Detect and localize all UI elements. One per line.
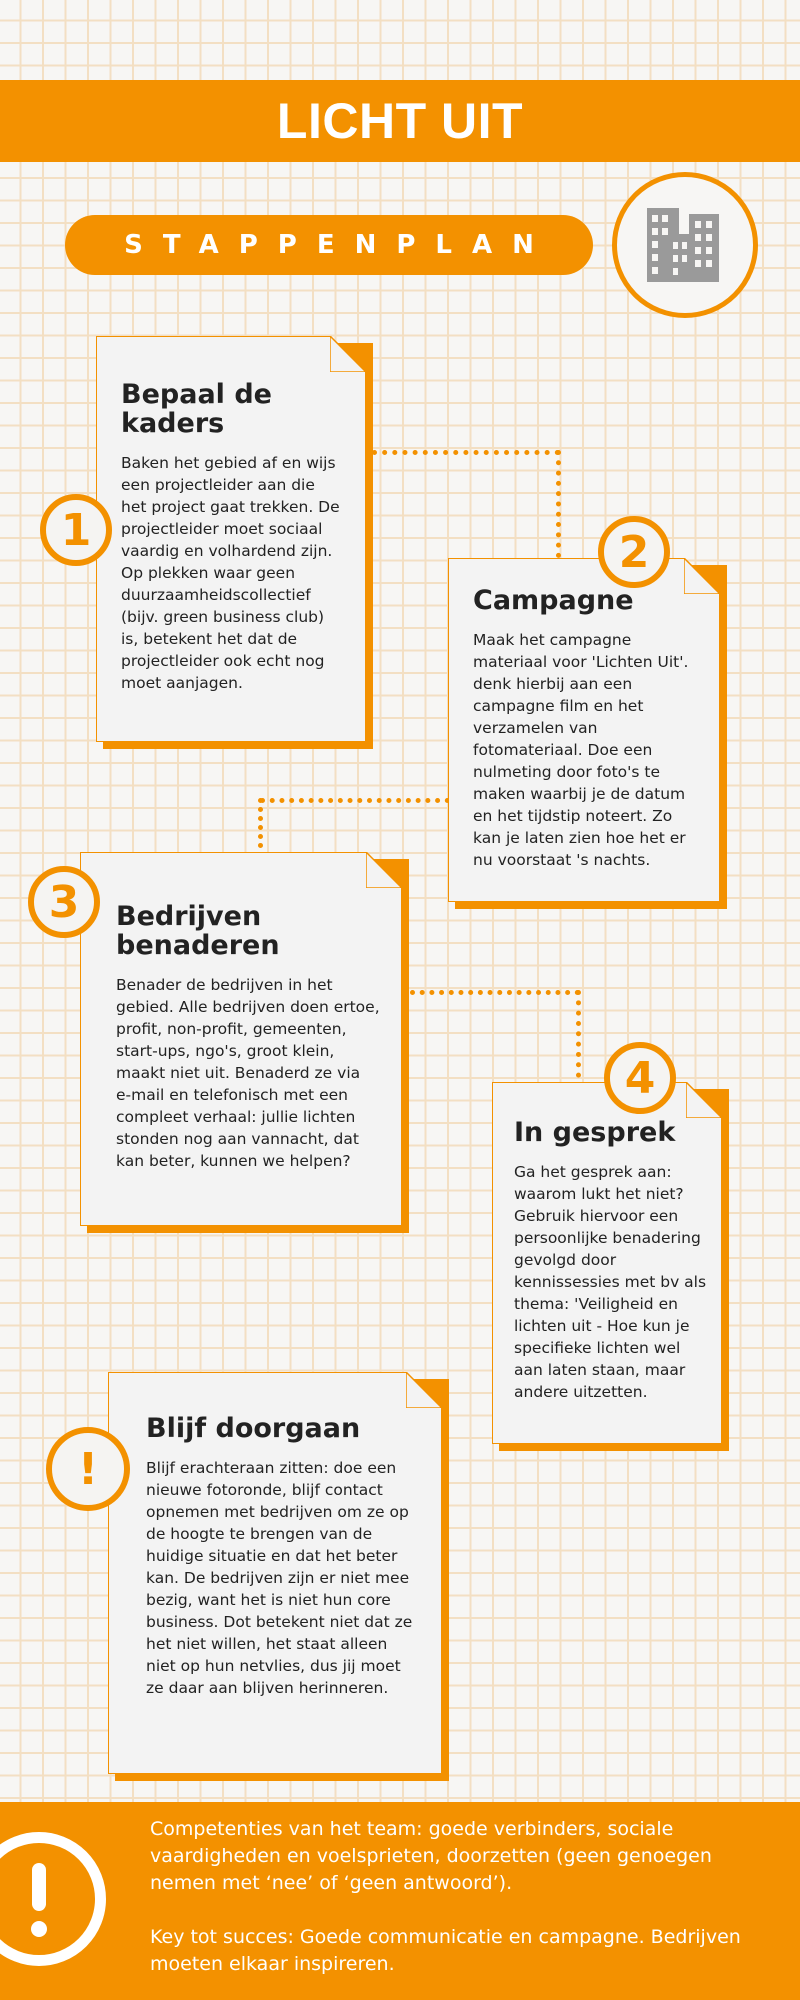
- step-card-2: [448, 558, 720, 902]
- step-number-4: 4: [604, 1042, 676, 1114]
- footer-key: Key tot succes: Goede communicatie en campagne. Bedrijven moeten elkaar inspireren.: [150, 1926, 741, 1975]
- step-title: Bepaal de kaders: [121, 379, 272, 439]
- exclamation-icon: !: [46, 1427, 130, 1511]
- step-body: Blijf erachteraan zitten: doe een nieuwe fotoronde, blijf contact opnemen met bedrijven om ze op de hoogte te brengen van de huidige situatie en dat het beter kan. De bedrijven zijn er niet mee bezig, want het is niet hun core business. Dot betekent niet dat ze het niet willen, het staat alleen niet op hun netvlies, dus jij moet ze daar aan blijven herinneren.: [146, 1459, 413, 1697]
- step-card-final: [108, 1372, 442, 1774]
- step-title: Blijf doorgaan: [146, 1413, 361, 1444]
- step-number-1: 1: [40, 494, 112, 566]
- title-banner: [0, 80, 800, 162]
- footer-competencies: Competenties van het team: goede verbinders, sociale vaardigheden en voelsprieten, doorzetten (geen genoegen nemen met ‘nee’ of ‘geen antwoord’).: [150, 1818, 712, 1894]
- exclamation-icon: [0, 1832, 106, 1966]
- step-body: Baken het gebied af en wijs een projectleider aan die het project gaat trekken. De projectleider moet sociaal vaardig en volhardend zijn. Op plekken waar geen duurzaamheidscollectief (bijv. green business club) is, betekent het dat de projectleider ook echt nog moet aanjagen.: [121, 454, 340, 692]
- connector-1-2: [372, 450, 560, 455]
- step-body: Benader de bedrijven in het gebied. Alle bedrijven doen ertoe, profit, non-profit, gemeenten, start-ups, ngo's, groot klein, maakt niet uit. Benaderd ze via e-mail en telefonisch met een compleet verhaal: jullie lichten stonden nog aan vannacht, dat kan beter, kunnen we helpen?: [116, 976, 380, 1170]
- connector-1-2-down: [556, 450, 561, 558]
- city-buildings-icon: [612, 172, 758, 318]
- subtitle-pill: [65, 215, 593, 275]
- connector-3-4: [410, 990, 580, 995]
- subtitle: STAPPENPLAN: [124, 230, 554, 260]
- step-body: Ga het gesprek aan: waarom lukt het niet? Gebruik hiervoor een persoonlijke benadering gevolgd door kennissessies met bv als thema: 'Veiligheid en lichten uit - Hoe kun je specifieke lichten wel aan laten staan, maar andere uitzetten.: [514, 1163, 707, 1401]
- step-title: Campagne: [473, 585, 634, 616]
- step-card-3: [80, 852, 402, 1226]
- step-title: In gesprek: [514, 1117, 676, 1148]
- connector-2-3-down: [258, 798, 263, 848]
- footer-banner: [0, 1802, 800, 2000]
- step-number-2: 2: [598, 516, 670, 588]
- connector-2-3: [260, 798, 450, 803]
- step-number-3: 3: [28, 866, 100, 938]
- step-title: Bedrijven benaderen: [116, 901, 280, 961]
- step-card-4: [492, 1082, 722, 1444]
- step-card-1: [96, 336, 366, 742]
- connector-3-4-down: [576, 990, 581, 1088]
- page-title: LICHT UIT: [276, 93, 524, 149]
- step-body: Maak het campagne materiaal voor 'Lichten Uit'. denk hierbij aan een campagne film en het verzamelen van fotomateriaal. Doe een nulmeting door foto's te maken waarbij je de datum en het tijdstip noteert. Zo kan je laten zien hoe het er nu voorstaat 's nachts.: [473, 631, 689, 869]
